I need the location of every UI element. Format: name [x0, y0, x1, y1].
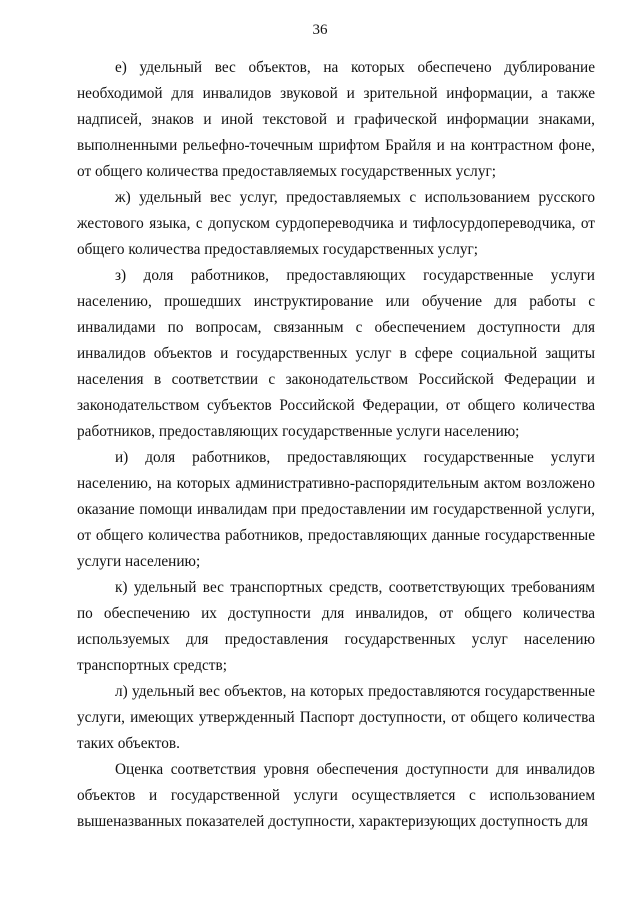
paragraph-assessment: Оценка соответствия уровня обеспечения доступности для инвалидов объектов и государственной услуги осуществляется с использованием вышеназванных показателей доступности, характеризующих доступность для	[77, 761, 595, 830]
paragraph-z: з) доля работников, предоставляющих государственные услуги населению, прошедших инструктирование или обучение для работы с инвалидами по вопросам, связанным с обеспечением доступности для инвалидов объектов и государственных услуг в сфере социальной защиты населения в соответствии с законодательством Российской Федерации и законодательством субъектов Российской Федерации, от общего количества работников, предоставляющих государственные услуги населению;	[77, 267, 595, 440]
document-body	[77, 55, 595, 835]
paragraph-k: к) удельный вес транспортных средств, соответствующих требованиям по обеспечению их доступности для инвалидов, от общего количества используемых для предоставления государственных услуг населению транспортных средств;	[77, 579, 595, 674]
paragraph-zh: ж) удельный вес услуг, предоставляемых с использованием русского жестового языка, с допуском сурдопереводчика и тифлосурдопереводчика, от общего количества предоставляемых государственных услуг;	[77, 189, 595, 258]
paragraph-l: л) удельный вес объектов, на которых предоставляются государственные услуги, имеющих утвержденный Паспорт доступности, от общего количества таких объектов.	[77, 683, 595, 752]
page-number: 36	[312, 22, 328, 38]
paragraph-i: и) доля работников, предоставляющих государственные услуги населению, на которых административно-распорядительным актом возложено оказание помощи инвалидам при предоставлении им государственной услуги, от общего количества работников, предоставляющих данные государственные услуги населению;	[77, 449, 595, 570]
paragraph-e: е) удельный вес объектов, на которых обеспечено дублирование необходимой для инвалидов звуковой и зрительной информации, а также надписей, знаков и иной текстовой и графической информации знаками, выполненными рельефно-точечным шрифтом Брайля и на контрастном фоне, от общего количества предоставляемых государственных услуг;	[77, 59, 595, 180]
